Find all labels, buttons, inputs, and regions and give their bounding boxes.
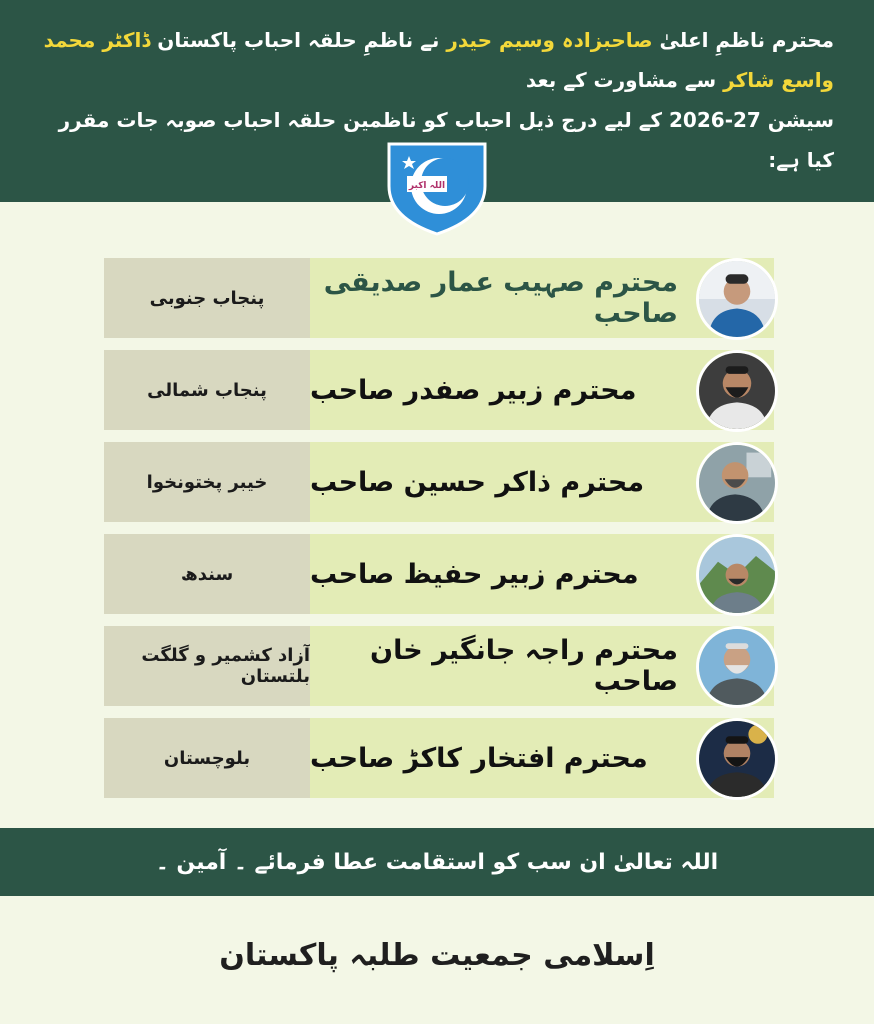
person-name: محترم ذاکر حسین صاحب [310,442,774,522]
nazim-name: ڈاکٹر محمد واسع شاکر [43,28,834,92]
avatar [696,258,778,340]
avatar [696,626,778,708]
region-label: پنجاب جنوبی [104,258,310,338]
person-name: محترم افتخار کاکڑ صاحب [310,718,774,798]
avatar [696,718,778,800]
announcement-segment: سے مشاورت کے بعد [525,68,717,92]
appointment-row [104,718,774,798]
appointments-list [104,258,774,810]
appointment-row [104,442,774,522]
prayer-text: اللہ تعالیٰ ان سب کو استقامت عطا فرمائے ۔ آمین ۔ [155,849,719,875]
region-label: آزاد کشمیر و گلگت بلتستان [104,626,310,706]
region-label: بلوچستان [104,718,310,798]
organization-signature [0,915,874,995]
announcement-segment: محترم ناظمِ اعلیٰ [659,28,834,52]
avatar [696,350,778,432]
announcement-line-2: سیشن 27-2026 کے لیے درج ذیل احباب کو ناظمین حلقہ احباب صوبہ جات مقرر کیا ہے: [58,108,834,172]
region-label: پنجاب شمالی [104,350,310,430]
person-name: محترم راجہ جانگیر خان صاحب [310,626,774,706]
person-name: محترم زبیر صفدر صاحب [310,350,774,430]
region-label: خیبر پختونخوا [104,442,310,522]
person-name: محترم صہیب عمار صدیقی صاحب [310,258,774,338]
region-label: سندھ [104,534,310,614]
person-name: محترم زبیر حفیظ صاحب [310,534,774,614]
organization-name: اِسلامی جمعیت طلبہ پاکستان [219,937,655,973]
appointment-row [104,350,774,430]
avatar [696,442,778,524]
organization-logo [385,138,489,236]
appointment-row [104,534,774,614]
president-name: صاحبزادہ وسیم حیدر [446,28,653,52]
prayer-band [0,828,874,896]
avatar [696,534,778,616]
appointment-row [104,626,774,706]
announcement-segment: نے ناظمِ حلقہ احباب پاکستان [157,28,440,52]
announcement-line-1 [40,20,834,100]
appointment-row [104,258,774,338]
logo-text: اللہ اکبر [408,181,446,191]
